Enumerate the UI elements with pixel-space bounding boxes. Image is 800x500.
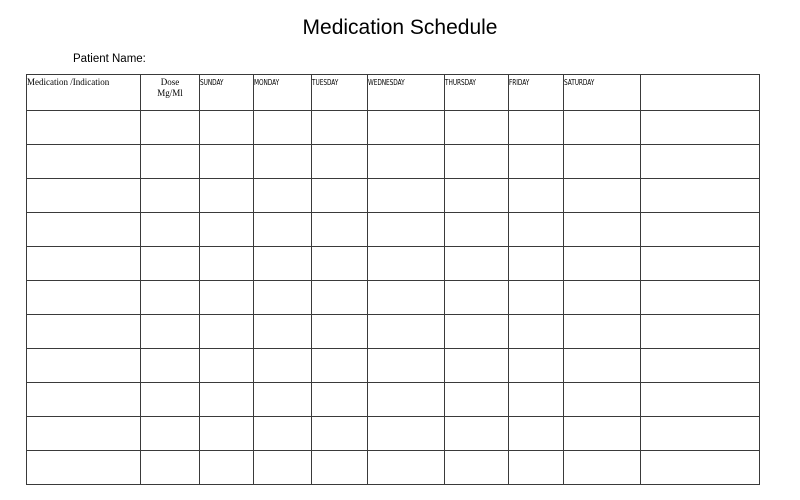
cell-wednesday[interactable]: [368, 281, 445, 315]
cell-tuesday[interactable]: [312, 179, 368, 213]
cell-sunday[interactable]: [200, 349, 254, 383]
cell-thursday[interactable]: [445, 213, 509, 247]
cell-dose[interactable]: [141, 349, 200, 383]
cell-monday[interactable]: [254, 383, 312, 417]
cell-dose[interactable]: [141, 451, 200, 485]
table-row: [27, 179, 760, 213]
table-row: [27, 111, 760, 145]
cell-wednesday[interactable]: [368, 213, 445, 247]
cell-wednesday[interactable]: [368, 315, 445, 349]
cell-monday[interactable]: [254, 349, 312, 383]
table-row: [27, 281, 760, 315]
cell-extra[interactable]: [641, 315, 760, 349]
cell-monday[interactable]: [254, 111, 312, 145]
cell-dose[interactable]: [141, 417, 200, 451]
cell-dose[interactable]: [141, 383, 200, 417]
cell-extra[interactable]: [641, 213, 760, 247]
header-extra: [641, 75, 760, 111]
cell-tuesday[interactable]: [312, 383, 368, 417]
cell-sunday[interactable]: [200, 145, 254, 179]
cell-tuesday[interactable]: [312, 417, 368, 451]
cell-wednesday[interactable]: [368, 111, 445, 145]
cell-friday[interactable]: [509, 315, 564, 349]
cell-friday[interactable]: [509, 213, 564, 247]
cell-friday[interactable]: [509, 349, 564, 383]
cell-medication[interactable]: [27, 281, 141, 315]
cell-wednesday[interactable]: [368, 349, 445, 383]
cell-dose[interactable]: [141, 213, 200, 247]
header-saturday-label: SATURDAY: [564, 78, 595, 87]
header-wednesday-label: WEDNESDAY: [368, 78, 405, 87]
table-row: [27, 247, 760, 281]
header-monday: [254, 75, 312, 111]
cell-saturday[interactable]: [564, 315, 641, 349]
header-friday: [509, 75, 564, 111]
cell-friday[interactable]: [509, 179, 564, 213]
cell-monday[interactable]: [254, 213, 312, 247]
cell-medication[interactable]: [27, 145, 141, 179]
cell-wednesday[interactable]: [368, 383, 445, 417]
cell-sunday[interactable]: [200, 451, 254, 485]
patient-name-label: Patient Name:: [73, 53, 146, 65]
cell-extra[interactable]: [641, 145, 760, 179]
cell-thursday[interactable]: [445, 281, 509, 315]
header-friday-label: FRIDAY: [509, 78, 530, 87]
header-dose-line2: Mg/Ml: [157, 88, 183, 98]
cell-tuesday[interactable]: [312, 145, 368, 179]
cell-friday[interactable]: [509, 383, 564, 417]
cell-friday[interactable]: [509, 247, 564, 281]
cell-dose[interactable]: [141, 315, 200, 349]
header-row: [27, 75, 760, 111]
cell-extra[interactable]: [641, 349, 760, 383]
cell-medication[interactable]: [27, 111, 141, 145]
cell-medication[interactable]: [27, 383, 141, 417]
cell-tuesday[interactable]: [312, 213, 368, 247]
cell-saturday[interactable]: [564, 281, 641, 315]
cell-medication[interactable]: [27, 213, 141, 247]
cell-medication[interactable]: [27, 247, 141, 281]
cell-tuesday[interactable]: [312, 315, 368, 349]
cell-monday[interactable]: [254, 145, 312, 179]
table-row: [27, 213, 760, 247]
cell-medication[interactable]: [27, 349, 141, 383]
cell-tuesday[interactable]: [312, 111, 368, 145]
cell-wednesday[interactable]: [368, 417, 445, 451]
cell-extra[interactable]: [641, 451, 760, 485]
header-dose-line1: Dose: [160, 77, 180, 87]
cell-dose[interactable]: [141, 145, 200, 179]
cell-tuesday[interactable]: [312, 281, 368, 315]
cell-medication[interactable]: [27, 417, 141, 451]
page-title: Medication Schedule: [302, 16, 498, 39]
cell-medication[interactable]: [27, 179, 141, 213]
cell-thursday[interactable]: [445, 111, 509, 145]
cell-thursday[interactable]: [445, 247, 509, 281]
cell-thursday[interactable]: [445, 179, 509, 213]
table-row: [27, 417, 760, 451]
cell-extra[interactable]: [641, 281, 760, 315]
cell-saturday[interactable]: [564, 111, 641, 145]
cell-friday[interactable]: [509, 451, 564, 485]
cell-saturday[interactable]: [564, 349, 641, 383]
cell-saturday[interactable]: [564, 383, 641, 417]
cell-saturday[interactable]: [564, 247, 641, 281]
cell-monday[interactable]: [254, 179, 312, 213]
cell-tuesday[interactable]: [312, 451, 368, 485]
cell-thursday[interactable]: [445, 349, 509, 383]
cell-tuesday[interactable]: [312, 247, 368, 281]
cell-friday[interactable]: [509, 417, 564, 451]
cell-wednesday[interactable]: [368, 451, 445, 485]
cell-monday[interactable]: [254, 247, 312, 281]
cell-tuesday[interactable]: [312, 349, 368, 383]
header-monday-label: MONDAY: [254, 78, 280, 87]
cell-extra[interactable]: [641, 179, 760, 213]
cell-friday[interactable]: [509, 111, 564, 145]
cell-monday[interactable]: [254, 281, 312, 315]
cell-extra[interactable]: [641, 417, 760, 451]
cell-dose[interactable]: [141, 247, 200, 281]
cell-extra[interactable]: [641, 247, 760, 281]
table-row: [27, 451, 760, 485]
cell-extra[interactable]: [641, 383, 760, 417]
cell-thursday[interactable]: [445, 451, 509, 485]
cell-sunday[interactable]: [200, 383, 254, 417]
schedule-body: [27, 111, 760, 485]
medication-schedule-table: [26, 74, 760, 485]
header-sunday: [200, 75, 254, 111]
table-row: [27, 315, 760, 349]
header-thursday: [445, 75, 509, 111]
header-tuesday-label: TUESDAY: [312, 78, 339, 87]
cell-saturday[interactable]: [564, 145, 641, 179]
cell-saturday[interactable]: [564, 451, 641, 485]
cell-saturday[interactable]: [564, 417, 641, 451]
cell-dose[interactable]: [141, 179, 200, 213]
header-dose: [141, 75, 200, 111]
cell-monday[interactable]: [254, 451, 312, 485]
cell-thursday[interactable]: [445, 145, 509, 179]
cell-sunday[interactable]: [200, 315, 254, 349]
cell-extra[interactable]: [641, 111, 760, 145]
cell-sunday[interactable]: [200, 247, 254, 281]
cell-wednesday[interactable]: [368, 145, 445, 179]
cell-sunday[interactable]: [200, 417, 254, 451]
cell-friday[interactable]: [509, 281, 564, 315]
header-sunday-label: SUNDAY: [200, 78, 224, 87]
cell-friday[interactable]: [509, 145, 564, 179]
table-row: [27, 145, 760, 179]
cell-sunday[interactable]: [200, 179, 254, 213]
cell-medication[interactable]: [27, 315, 141, 349]
header-thursday-label: THURSDAY: [445, 78, 476, 87]
cell-saturday[interactable]: [564, 179, 641, 213]
header-wednesday: [368, 75, 445, 111]
cell-thursday[interactable]: [445, 417, 509, 451]
cell-monday[interactable]: [254, 315, 312, 349]
cell-wednesday[interactable]: [368, 247, 445, 281]
header-medication-indication: Medication /Indication: [27, 75, 141, 111]
cell-dose[interactable]: [141, 281, 200, 315]
cell-saturday[interactable]: [564, 213, 641, 247]
header-tuesday: [312, 75, 368, 111]
table-row: [27, 349, 760, 383]
cell-sunday[interactable]: [200, 281, 254, 315]
cell-thursday[interactable]: [445, 315, 509, 349]
cell-wednesday[interactable]: [368, 179, 445, 213]
cell-thursday[interactable]: [445, 383, 509, 417]
cell-monday[interactable]: [254, 417, 312, 451]
cell-sunday[interactable]: [200, 111, 254, 145]
table-row: [27, 383, 760, 417]
cell-medication[interactable]: [27, 451, 141, 485]
cell-sunday[interactable]: [200, 213, 254, 247]
cell-dose[interactable]: [141, 111, 200, 145]
header-saturday: [564, 75, 641, 111]
